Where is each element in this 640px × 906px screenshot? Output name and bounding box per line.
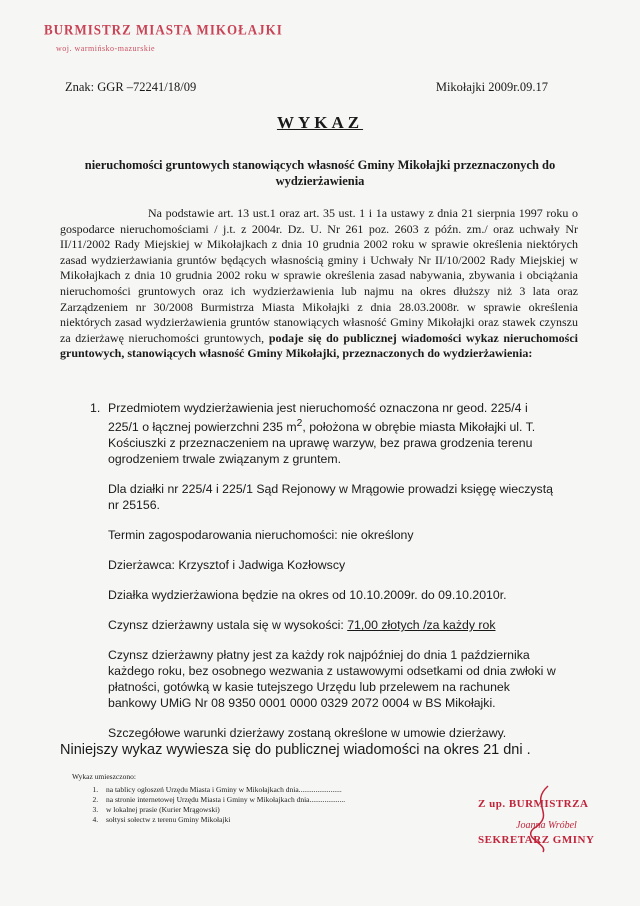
rent-amount <box>108 617 558 633</box>
place-date: Mikołajki 2009r.09.17 <box>435 80 548 94</box>
lease-period: Działka wydzierżawiona będzie na okres od 10.10.2009r. do 09.10.2010r. <box>108 588 507 603</box>
stamp-office-name: BURMISTRZ MIASTA MIKOŁAJKI <box>44 21 283 38</box>
signatory-name: Joanna Wróbel <box>516 820 577 831</box>
land-register-note: Dla działki nr 225/4 i 225/1 Sąd Rejonowy w Mrągowie prowadzi księgę wieczystą nr 25156. <box>108 482 553 513</box>
document-title: WYKAZ <box>276 113 364 132</box>
reference-number: Znak: GGR –72241/18/09 <box>65 80 197 94</box>
rent-value: 71,00 złotych /za każdy rok <box>347 618 496 633</box>
document-subtitle: nieruchomości gruntowych stanowiących własność Gminy Mikołajki przeznaczonych do wydzierżawienia <box>84 158 556 188</box>
note-item: 4. sołtysi sołectw z terenu Gminy Mikołajki <box>100 815 345 825</box>
intro-bold-text: podaje się do publicznej wiadomości wykaz nieruchomości gruntowych, stanowiących własność Gminy Mikołajki, przeznaczonych do wydzierżawienia: <box>60 330 578 361</box>
note-item: 3. w lokalnej prasie (Kurier Mrągowski) <box>100 805 345 815</box>
payment-terms: Czynsz dzierżawny płatny jest za każdy rok najpóźniej do dnia 1 października każdego roku, bez osobnego wezwania z ustawowymi odsetkami od dnia zwłoki w płatności, gotówką w kasie tutejszego Urzędu lub przelewem na rachunek bankowy UMiG Nr 08 9350 0001 0000 0329 2072 0004 w BS Mikołajki. <box>108 648 556 711</box>
note-item: 1. na tablicy ogłoszeń Urzędu Miasta i Gminy w Mikołajkach dnia....................... <box>100 785 345 795</box>
description-text-continued: , położona w obrębie miasta Mikołajki ul. T. Kościuszki z przeznaczeniem na uprawę warzyw, bez prawa grodzenia terenu ogrodzeniem trwale związanym z gruntem. <box>108 420 536 467</box>
tenant: Dzierżawca: Krzysztof i Jadwiga Kozłowscy <box>108 558 346 573</box>
item-number: 1. <box>90 401 101 415</box>
stamp-authority: Z up. BURMISTRZA <box>478 798 589 810</box>
rent-label: Czynsz dzierżawny ustala się w wysokości: <box>108 618 348 633</box>
intro-paragraph <box>60 206 578 362</box>
list-item <box>90 400 558 741</box>
area-unit-superscript: 2 <box>296 418 303 429</box>
item-description <box>108 400 558 467</box>
stamp-region: woj. warmińsko-mazurskie <box>56 44 156 53</box>
signature-stamp <box>478 790 628 860</box>
closing-statement: Niniejszy wykaz wywiesza się do publicznej wiadomości na okres 21 dni . <box>60 742 531 758</box>
intro-text: Na podstawie art. 13 ust.1 oraz art. 35 ust. 1 i 1a ustawy z dnia 21 sierpnia 1997 roku o gospodarce nieruchomościami / j.t. z 2004r. Dz. U. Nr 261 poz. 2603 z późn. zm./ oraz uchwały Nr II/11/2002 Rady Miejskiej w Mikołajkach z dnia 10 grudnia 2002 roku w sprawie określenia niektórych zasad wydzierżawiania gruntów będących własnością gminy i Uchwały Nr II/10/2002 Rady Miejskiej w Mikołajkach z dnia 10 grudnia 2002 roku w sprawie określenia zasad nabywania, zbywania i obciążania nieruchomości gruntowych oraz ich wydzierżawienia lub najmu na okres dłuższy niż 3 lata oraz Zarządzeniem nr 30/2008 Burmistrza Miasta Mikołajki z dnia 28.03.2008r. w sprawie określenia niektórych zasad wydzierżawienia gruntów stanowiących własność Gminy Mikołajki oraz stawek czynszu za dzierżawę nieruchomości gruntowych, <box>60 206 578 345</box>
office-stamp <box>44 22 283 53</box>
description-text: Przedmiotem wydzierżawienia jest nieruchomość oznaczona nr geod. 225/4 i 225/1 o łącznej powierzchni 235 m <box>108 401 528 435</box>
notes-heading: Wykaz umieszczono: <box>72 772 136 781</box>
development-deadline: Termin zagospodarowania nieruchomości: nie określony <box>108 528 414 543</box>
note-item: 2. na stronie internetowej Urzędu Miasta i Gminy w Mikołajkach dnia................... <box>100 795 345 805</box>
posting-notes <box>72 772 345 825</box>
signatory-title: SEKRETARZ GMINY <box>478 834 595 846</box>
lease-conditions: Szczegółowe warunki dzierżawy zostaną określone w umowie dzierżawy. <box>108 726 507 741</box>
property-list <box>90 400 558 755</box>
